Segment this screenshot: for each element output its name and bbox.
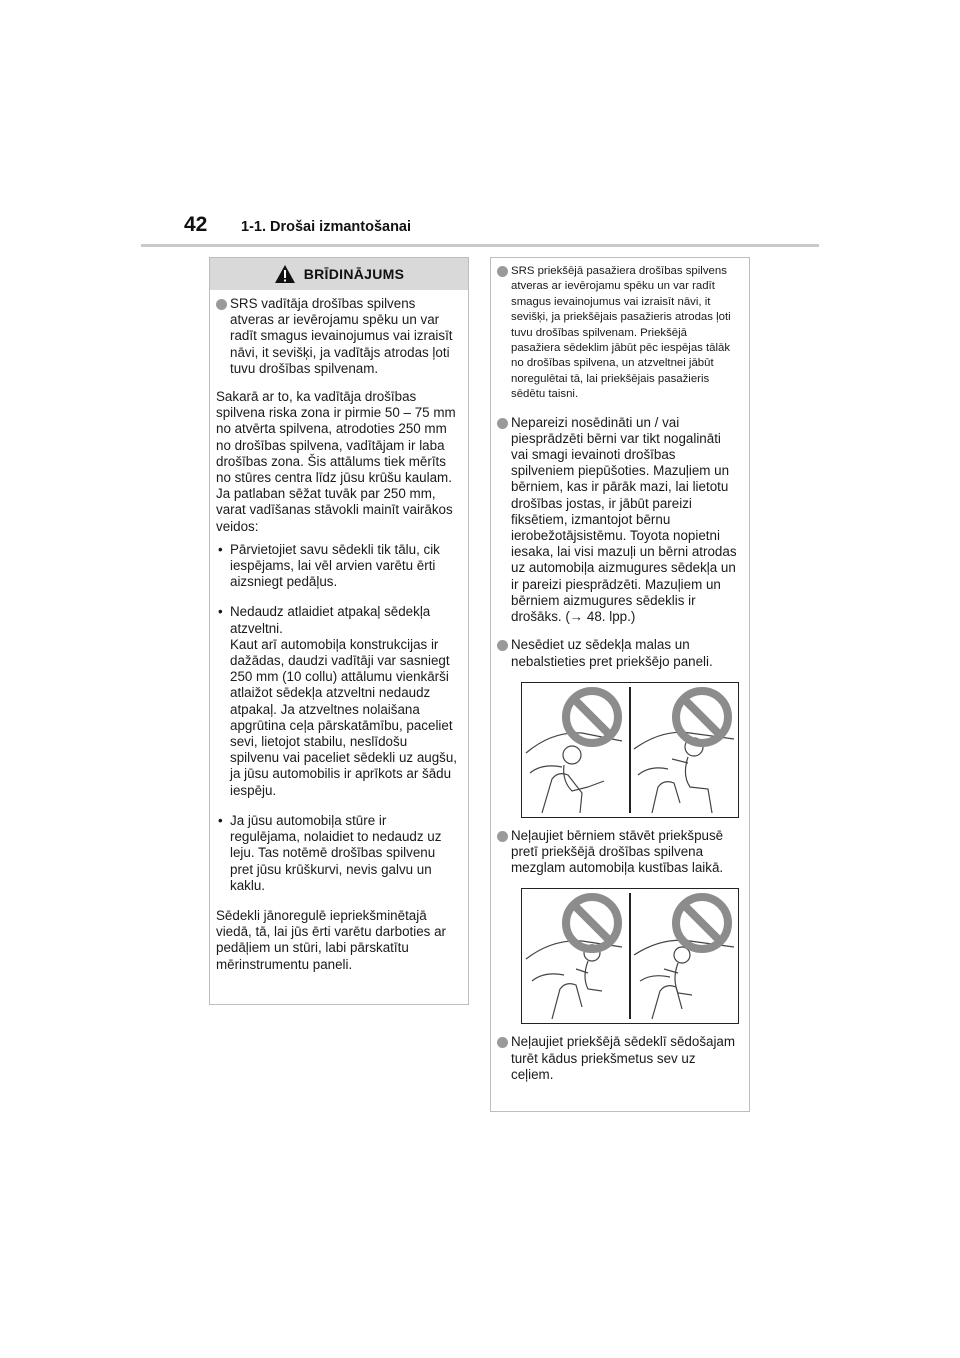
bullet-dot <box>497 266 508 277</box>
sub-item-text: Nedaudz atlaidiet atpakaļ sēdekļa atzveltni. <box>230 604 431 636</box>
sub-bullet-mark: • <box>218 812 223 828</box>
illustration-child-standing <box>521 888 739 1024</box>
illustration-drawing <box>522 889 738 1023</box>
paragraph: Sēdekli jānoregulē iepriekšminētajā viedā, tā, lai jūs ērti varētu darboties ar pedāļiem un stūri, labi pārskatītu mērinstrumentu paneli. <box>216 907 446 972</box>
list-item <box>497 828 739 877</box>
bullet-text: SRS priekšējā pasažiera drošības spilvens atveras ar ievērojamu spēku un var radīt smagus ievainojumus vai izraisīt nāvi, it sevišķi, ja priekšējais pasažieris atrodas ļoti tuvu drošības spilvenam. Priekšējā pasažiera sēdeklim jābūt pēc iespējas tālāk no drošības spilvena, un atzveltnei jābūt noregulētai tā, lai priekšējais pasažieris sēdētu taisni. <box>511 265 731 401</box>
warning-content <box>491 258 749 1083</box>
list-item <box>497 637 739 669</box>
prohibition-icon <box>566 897 618 949</box>
list-item <box>497 264 739 403</box>
bullet-text: SRS vadītāja drošības spilvens atveras ar ievērojamu spēku un var radīt smagus ievainojumus vai izraisīt nāvi, it sevišķi, ja vadītājs atrodas ļoti tuvu drošības spilvenam. <box>230 296 453 376</box>
bullet-dot <box>497 640 508 651</box>
bullet-dot <box>497 1037 508 1048</box>
page-reference-link[interactable]: 48. lpp.) <box>583 609 636 625</box>
sub-list-item <box>216 542 458 591</box>
warning-title: BRĪDINĀJUMS <box>303 266 405 282</box>
sub-item-text: Pārvietojiet savu sēdekli tik tālu, cik iespējams, lai vēl arvien varētu ērti aizsniegt pedāļus. <box>230 541 440 590</box>
prohibition-icon <box>676 897 728 949</box>
list-item <box>497 415 739 626</box>
sub-item-text: Kaut arī automobiļa konstrukcijas ir dažādas, daudzi vadītāji var sasniegt 250 mm (10 collu) attālumu vienkārši atlaižot sēdekļa atzveltni nedaudz atpakaļ. Ja atzveltnes nolaišana apgrūtina ceļa pārskatāmību, paceliet sevi, lietojot stabilu, neslīdošu spilvenu vai paceliet sēdekli uz augšu, ja jūsu automobilis ir aprīkots ar šādu iespēju. <box>230 636 458 798</box>
paragraph: Sakarā ar to, ka vadītāja drošības spilvena riska zona ir pirmie 50 – 75 mm no atvērta spilvena, atrodoties 250 mm no drošības spilvena, vadītājam ir laba drošības zona. Šis attālums tiek mērīts no stūres centra līdz jūsu krūšu kaulam. Ja patlaban sēžat tuvāk par 250 mm, varat vadīšanas stāvokli mainīt vairākos veidos: <box>216 389 456 534</box>
warning-header <box>210 258 468 290</box>
warning-content <box>210 290 468 973</box>
page-number: 42 <box>184 213 208 236</box>
bullet-dot <box>216 299 227 310</box>
sub-list-item <box>216 604 458 798</box>
bullet-text: Neļaujiet priekšējā sēdeklī sēdošajam turēt kādus priekšmetus sev uz ceļiem. <box>511 1034 736 1082</box>
list-item <box>216 296 458 377</box>
bullet-dot <box>497 418 508 429</box>
arrow-icon: → <box>569 609 584 625</box>
warning-panel-continued <box>490 257 750 1112</box>
section-title: 1-1. Drošai izmantošanai <box>241 219 412 235</box>
warning-triangle-icon <box>274 264 296 284</box>
sub-list-item <box>216 813 458 894</box>
bullet-dot <box>497 831 508 842</box>
sub-bullet-mark: • <box>218 541 223 557</box>
illustration-drawing <box>522 683 738 817</box>
illustration-leaning-on-dashboard <box>521 682 739 818</box>
header-rule <box>141 244 819 247</box>
sub-item-text: Ja jūsu automobiļa stūre ir regulējama, nolaidiet to nedaudz uz leju. Tas notēmē drošības spilvenu pret jūsu krūškurvi, nevis galvu un kaklu. <box>230 812 442 893</box>
bullet-text: Neļaujiet bērniem stāvēt priekšpusē pretī priekšējā drošības spilvena mezglam automobiļa kustības laikā. <box>511 827 724 876</box>
bullet-text: Nesēdiet uz sēdekļa malas un nebalstieties pret priekšējo paneli. <box>511 637 713 669</box>
bullet-text: Nepareizi nosēdināti un / vai piesprādzēti bērni var tikt nogalināti vai smagi ievainoti drošības spilveniem piepūšoties. Mazuļiem un bērniem, kas ir pārāk mazi, lai lietotu drošības jostas, ir jābūt pareizi fiksētiem, izmantojot bērnu ierobežotājsistēmu. Toyota nopietni iesaka, lai visi mazuļi un bērni atrodas uz automobiļa aizmugures sēdekļa un ir pareizi piesprādzēti. Mazuļiem un bērniem aizmugures sēdeklis ir drošāks. ( <box>511 414 737 625</box>
sub-bullet-mark: • <box>218 604 223 620</box>
list-item <box>497 1034 739 1083</box>
warning-panel <box>209 257 469 1005</box>
